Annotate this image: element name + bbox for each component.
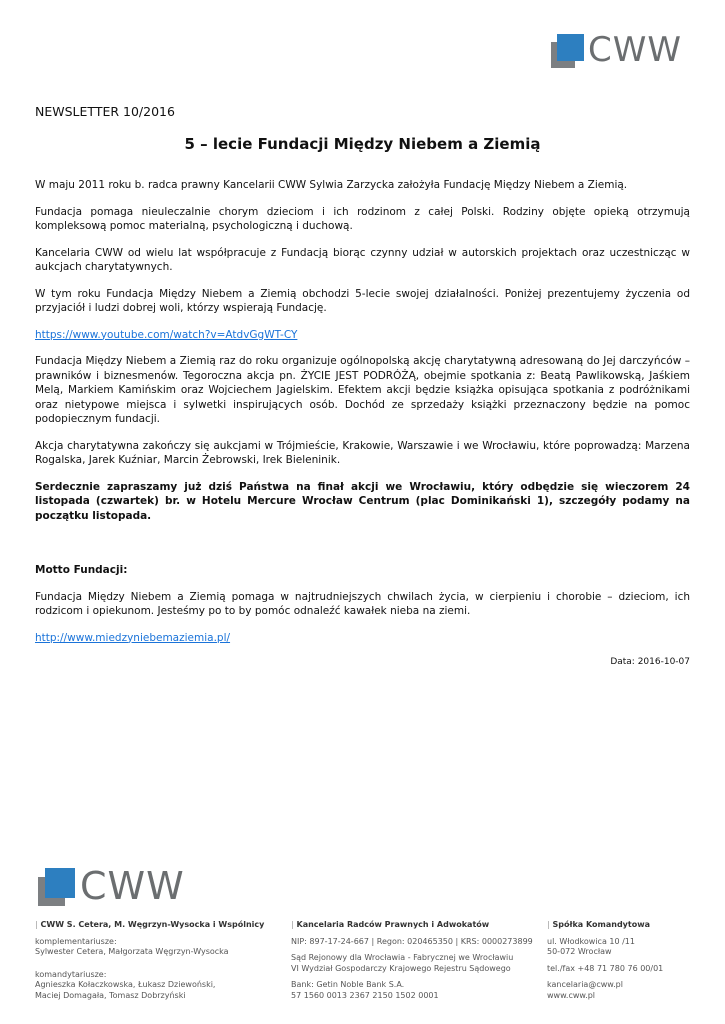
cww-logo-mark-icon xyxy=(551,34,584,68)
motto-heading: Motto Fundacji: xyxy=(35,564,128,576)
footer-block: Bank: Getin Noble Bank S.A. 57 1560 0013 2367 2150 1502 0001 xyxy=(291,980,439,1000)
paragraph-video-link xyxy=(35,328,690,343)
document-date: Data: 2016-10-07 xyxy=(610,657,690,667)
foundation-website-link[interactable]: http://www.miedzyniebemaziemia.pl/ xyxy=(35,631,231,644)
footer-column-partners xyxy=(35,920,285,1007)
paragraph-mission: Fundacja pomaga nieuleczalnie chorym dzieciom i ich rodzinom z całej Polski. Rodziny objęte opieką otrzymują kompleksową pomoc materialną, psychologiczną i duchową. xyxy=(35,205,690,232)
footer-heading: | Spółka Komandytowa xyxy=(547,920,650,929)
paragraph-cooperation: Kancelaria CWW od wielu lat współpracuje z Fundacją biorąc czynny udział w autorskich projektach oraz uczestnicząc w aukcjach charytatywnych. xyxy=(35,246,690,273)
footer-block: komandytariusze: Agnieszka Kołaczkowska, Łukasz Dziewoński, Maciej Domagała, Tomasz Dobrzyński xyxy=(35,969,216,1000)
paragraph-auctions: Akcja charytatywna zakończy się aukcjami w Trójmieście, Krakowie, Warszawie i we Wrocławiu, które poprowadzą: Marzena Rogalska, Jarek Kuźniar, Marcin Żebrowski, Irek Bieleninik. xyxy=(35,439,690,466)
cww-logo-bottom xyxy=(38,866,185,908)
article-body xyxy=(35,178,690,667)
footer-heading: | CWW S. Cetera, M. Węgrzyn-Wysocka i Wspólnicy xyxy=(35,920,265,929)
footer-heading: | Kancelaria Radców Prawnych i Adwokatów xyxy=(291,920,490,929)
logo-text: CWW xyxy=(588,30,682,70)
footer-block: Sąd Rejonowy dla Wrocławia - Fabrycznej we Wrocławiu VI Wydział Gospodarczy Krajowego Rejestru Sądowego xyxy=(291,953,514,973)
page-title: 5 – lecie Fundacji Między Niebem a Ziemią xyxy=(184,135,541,153)
footer-block: kancelaria@cww.pl www.cww.pl xyxy=(547,980,623,1000)
spacer xyxy=(35,535,690,563)
paragraph-motto: Fundacja Między Niebem a Ziemią pomaga w najtrudniejszych chwilach życia, w cierpieniu i chorobie – dzieciom, ich rodzicom i opiekunom. Jesteśmy po to by pomóc odnaleźć kawałek nieba na ziemi. xyxy=(35,590,690,617)
newsletter-label: NEWSLETTER 10/2016 xyxy=(35,104,175,119)
paragraph-campaign: Fundacja Między Niebem a Ziemią raz do roku organizuje ogólnopolską akcję charytatywną adresowaną do Jej darczyńców – prawników i biznesmenów. Tegoroczna akcja pn. ŻYCIE JEST PODRÓŻĄ, obejmie spotkania z: Beatą Pawlikowską, Jaśkiem Melą, Markiem Kamińskim oraz Wojciechem Jagielskim. Efektem akcji będzie książka opisująca spotkania z podróżnikami oraz nietypowe miejsca i sylwetki inspirujących osób. Dochód ze sprzedaży książki przeznaczony będzie na pomoc podopiecznym fundacji. xyxy=(35,355,690,425)
paragraph-invitation: Serdecznie zapraszamy już dziś Państwa na finał akcji we Wrocławiu, który odbędzie się wieczorem 24 listopada (czwartek) br. w Hotelu Mercure Wrocław Centrum (plac Dominikański 1), szczegóły podamy na początku listopada. xyxy=(35,480,690,522)
logo-text: CWW xyxy=(80,864,185,908)
footer-block: tel./fax +48 71 780 76 00/01 xyxy=(547,963,664,973)
footer-block: ul. Włodkowica 10 /11 50-072 Wrocław xyxy=(547,936,635,956)
cww-logo-mark-icon xyxy=(38,868,75,906)
footer-column-contact xyxy=(547,920,697,1007)
paragraph-founding: W maju 2011 roku b. radca prawny Kancelarii CWW Sylwia Zarzycka założyła Fundację Między Niebem a Ziemią. xyxy=(35,179,628,191)
footer-block: NIP: 897-17-24-667 | Regon: 020465350 | KRS: 0000273899 xyxy=(291,936,533,946)
footer-column-registration xyxy=(291,920,541,1007)
cww-logo-top xyxy=(551,32,682,70)
footer-block: komplementariusze: Sylwester Cetera, Małgorzata Węgrzyn-Wysocka xyxy=(35,936,229,956)
paragraph-anniversary: W tym roku Fundacja Między Niebem a Ziemią obchodzi 5-lecie swojej działalności. Poniżej prezentujemy życzenia od przyjaciół i ludzi dobrej woli, którzy wspierają Fundację. xyxy=(35,287,690,314)
paragraph-website-link xyxy=(35,631,690,646)
youtube-link[interactable]: https://www.youtube.com/watch?v=AtdvGgWT-CY xyxy=(35,328,298,341)
